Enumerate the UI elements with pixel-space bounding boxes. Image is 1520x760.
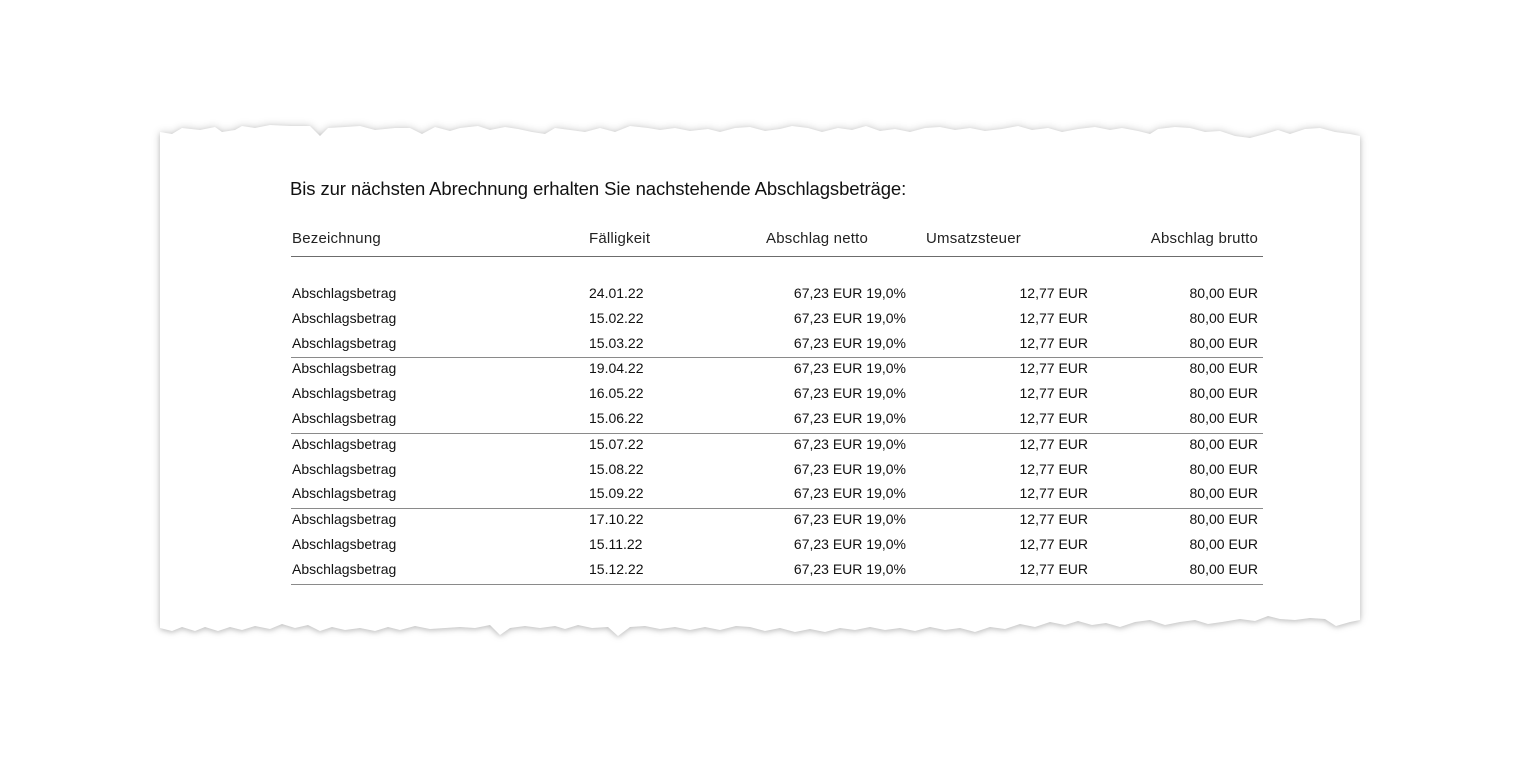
cell-gross: 80,00 EUR [1189,409,1258,426]
cell-designation: Abschlagsbetrag [292,334,397,351]
cell-gross: 80,00 EUR [1189,560,1258,577]
cell-gross: 80,00 EUR [1189,485,1258,502]
cell-gross: 80,00 EUR [1189,511,1258,528]
cell-due-date: 15.09.22 [589,485,644,502]
cell-net: 67,23 EUR 19,0% [793,360,906,377]
cell-due-date: 15.12.22 [589,560,644,577]
cell-net: 67,23 EUR 19,0% [793,535,906,552]
cell-due-date: 15.02.22 [589,309,644,326]
cell-net: 67,23 EUR 19,0% [793,485,906,502]
cell-vat: 12,77 EUR [1019,460,1088,477]
cell-due-date: 15.06.22 [589,409,644,426]
cell-designation: Abschlagsbetrag [292,460,397,477]
torn-paper-excerpt [160,122,1360,638]
cell-gross: 80,00 EUR [1189,385,1258,402]
table-row [291,383,1263,408]
cell-gross: 80,00 EUR [1189,435,1258,452]
table-row [291,283,1263,308]
table-body [291,283,1263,585]
table-row [291,459,1263,484]
table-row [291,308,1263,333]
cell-gross: 80,00 EUR [1189,360,1258,377]
cell-designation: Abschlagsbetrag [292,435,397,452]
cell-net: 67,23 EUR 19,0% [793,560,906,577]
header-gross: Abschlag brutto [1150,230,1258,247]
cell-due-date: 17.10.22 [589,511,644,528]
cell-designation: Abschlagsbetrag [292,560,397,577]
table-row [291,559,1263,585]
table-row [291,333,1263,359]
header-vat: Umsatzsteuer [926,230,1021,247]
cell-due-date: 16.05.22 [589,385,644,402]
cell-due-date: 15.08.22 [589,460,644,477]
table-row [291,509,1263,534]
table-row [291,434,1263,459]
cell-due-date: 24.01.22 [589,285,644,301]
table-header [291,230,1263,257]
table-row [291,358,1263,383]
cell-vat: 12,77 EUR [1019,334,1088,351]
cell-designation: Abschlagsbetrag [292,285,397,301]
cell-gross: 80,00 EUR [1189,535,1258,552]
cell-designation: Abschlagsbetrag [292,385,397,402]
cell-vat: 12,77 EUR [1019,385,1088,402]
cell-net: 67,23 EUR 19,0% [793,460,906,477]
cell-designation: Abschlagsbetrag [292,360,397,377]
cell-net: 67,23 EUR 19,0% [793,385,906,402]
cell-net: 67,23 EUR 19,0% [793,409,906,426]
cell-net: 67,23 EUR 19,0% [793,309,906,326]
cell-vat: 12,77 EUR [1019,309,1088,326]
cell-gross: 80,00 EUR [1189,334,1258,351]
installments-table [291,230,1263,585]
cell-net: 67,23 EUR 19,0% [793,511,906,528]
cell-vat: 12,77 EUR [1019,511,1088,528]
cell-designation: Abschlagsbetrag [292,309,397,326]
cell-gross: 80,00 EUR [1189,460,1258,477]
cell-net: 67,23 EUR 19,0% [793,285,906,301]
cell-vat: 12,77 EUR [1019,535,1088,552]
intro-text: Bis zur nächsten Abrechnung erhalten Sie nachstehende Abschlagsbeträge: [290,178,907,199]
table-row [291,408,1263,434]
cell-net: 67,23 EUR 19,0% [793,334,906,351]
cell-designation: Abschlagsbetrag [292,485,397,502]
header-designation: Bezeichnung [292,230,381,247]
cell-due-date: 19.04.22 [589,360,644,377]
cell-vat: 12,77 EUR [1019,360,1088,377]
cell-due-date: 15.11.22 [589,535,643,552]
cell-designation: Abschlagsbetrag [292,535,397,552]
cell-vat: 12,77 EUR [1019,485,1088,502]
cell-designation: Abschlagsbetrag [292,409,397,426]
cell-vat: 12,77 EUR [1019,285,1088,301]
document-content [160,122,1360,638]
cell-due-date: 15.03.22 [589,334,644,351]
header-net: Abschlag netto [766,230,869,247]
cell-vat: 12,77 EUR [1019,409,1088,426]
cell-net: 67,23 EUR 19,0% [793,435,906,452]
cell-vat: 12,77 EUR [1019,560,1088,577]
table-row [291,534,1263,559]
cell-vat: 12,77 EUR [1019,435,1088,452]
table-row [291,483,1263,509]
cell-gross: 80,00 EUR [1189,285,1258,301]
cell-gross: 80,00 EUR [1189,309,1258,326]
cell-due-date: 15.07.22 [589,435,644,452]
header-due-date: Fälligkeit [589,230,651,247]
cell-designation: Abschlagsbetrag [292,511,397,528]
